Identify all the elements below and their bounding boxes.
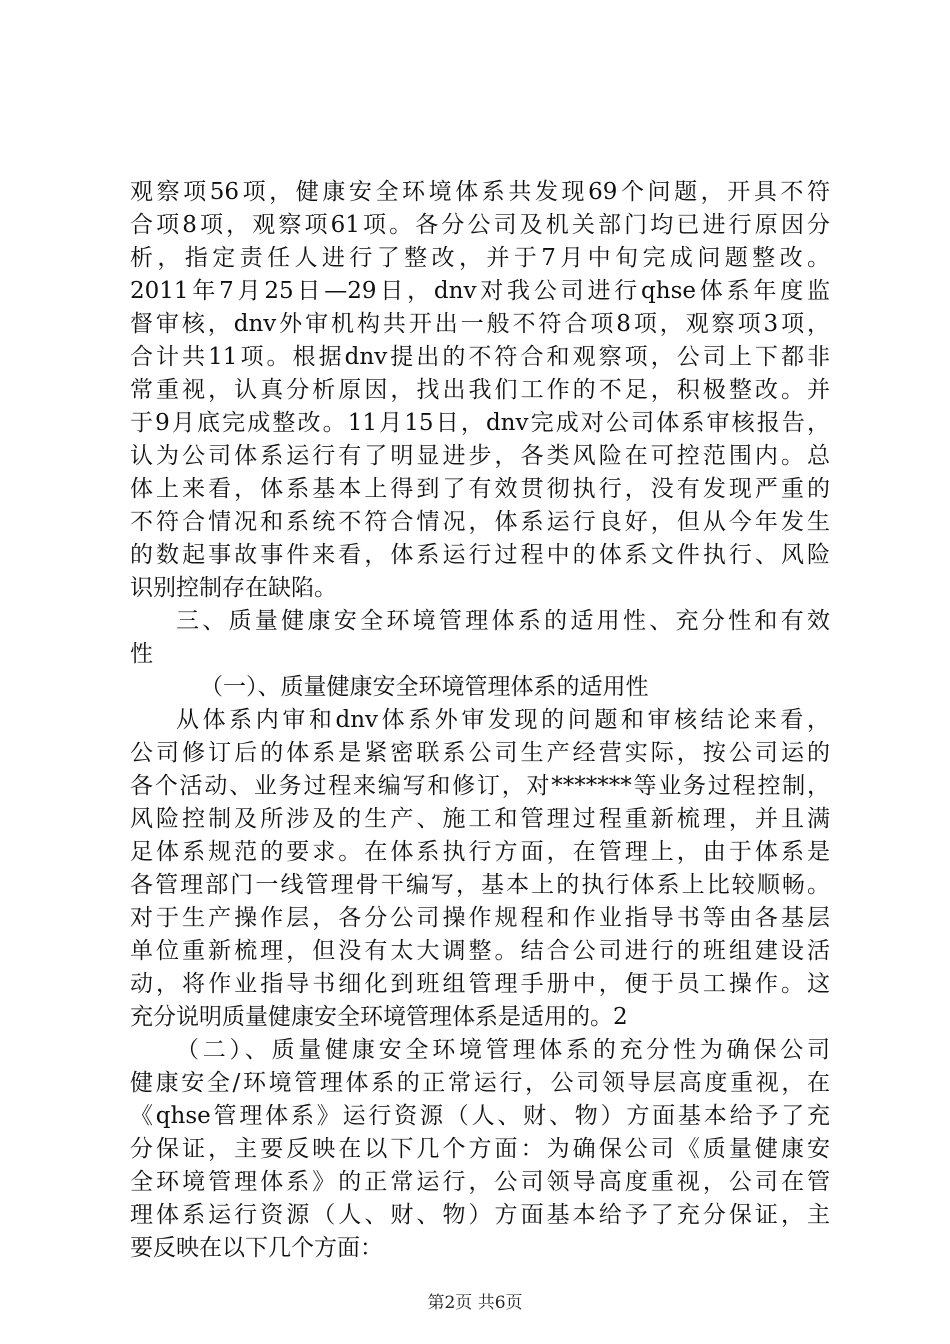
body-line: 对于生产操作层，各分公司操作规程和作业指导书等由各基层 <box>130 905 830 931</box>
body-line: 观察项56项，健康安全环境体系共发现69个问题，开具不符 <box>130 179 830 205</box>
body-line: 识别控制存在缺陷。 <box>130 575 337 601</box>
subsection-heading: （二）、质量健康安全环境管理体系的充分性为确保公司 <box>176 1037 830 1063</box>
body-line: 常重视，认真分析原因，找出我们工作的不足，积极整改。并 <box>130 377 830 403</box>
body-line: 2011年7月25日—29日，dnv对我公司进行qhse体系年度监 <box>130 278 830 304</box>
body-line: 的数起事故事件来看，体系运行过程中的体系文件执行、风险 <box>130 542 830 568</box>
body-line: 从体系内审和dnv体系外审发现的问题和审核结论来看， <box>176 707 830 733</box>
body-line: 健康安全/环境管理体系的正常运行，公司领导层高度重视，在 <box>130 1070 830 1096</box>
body-line: 风险控制及所涉及的生产、施工和管理过程重新梳理，并且满 <box>130 806 830 832</box>
body-line: 足体系规范的要求。在体系执行方面，在管理上，由于体系是 <box>130 839 830 865</box>
body-line: 公司修订后的体系是紧密联系公司生产经营实际，按公司运的 <box>130 740 830 766</box>
body-line: 合项8项，观察项61项。各分公司及机关部门均已进行原因分 <box>130 212 830 238</box>
body-line: 理体系运行资源（人、财、物）方面基本给予了充分保证，主 <box>130 1202 830 1228</box>
body-line: 全环境管理体系》的正常运行，公司领导高度重视，公司在管 <box>130 1169 830 1195</box>
body-line: 体上来看，体系基本上得到了有效贯彻执行，没有发现严重的 <box>130 476 830 502</box>
subsection-heading: （一）、质量健康安全环境管理体系的适用性 <box>200 674 649 700</box>
body-line: 各个活动、业务过程来编写和修订，对*******等业务过程控制， <box>130 773 830 799</box>
body-line: 认为公司体系运行有了明显进步，各类风险在可控范围内。总 <box>130 443 830 469</box>
section-heading: 三、质量健康安全环境管理体系的适用性、充分性和有效 <box>176 608 830 634</box>
body-line: 不符合情况和系统不符合情况，体系运行良好，但从今年发生 <box>130 509 830 535</box>
body-line: 分保证，主要反映在以下几个方面：为确保公司《质量健康安 <box>130 1136 830 1162</box>
body-line: 督审核，dnv外审机构共开出一般不符合项8项，观察项3项， <box>130 311 830 337</box>
body-line: 单位重新梳理，但没有太大调整。结合公司进行的班组建设活 <box>130 938 830 964</box>
body-line: 动，将作业指导书细化到班组管理手册中，便于员工操作。这 <box>130 971 830 997</box>
body-line: 充分说明质量健康安全环境管理体系是适用的。2 <box>130 1004 628 1030</box>
page-footer: 第2页 共6页 <box>427 1293 523 1313</box>
body-line: 各管理部门一线管理骨干编写，基本上的执行体系上比较顺畅。 <box>130 872 830 898</box>
section-heading-cont: 性 <box>130 641 153 667</box>
body-line: 于9月底完成整改。11月15日，dnv完成对公司体系审核报告， <box>130 410 830 436</box>
body-line: 要反映在以下几个方面： <box>130 1235 383 1261</box>
body-line: 析，指定责任人进行了整改，并于7月中旬完成问题整改。 <box>130 245 830 271</box>
body-line: 合计共11项。根据dnv提出的不符合和观察项，公司上下都非 <box>130 344 830 370</box>
body-line: 《qhse管理体系》运行资源（人、财、物）方面基本给予了充 <box>130 1103 830 1129</box>
